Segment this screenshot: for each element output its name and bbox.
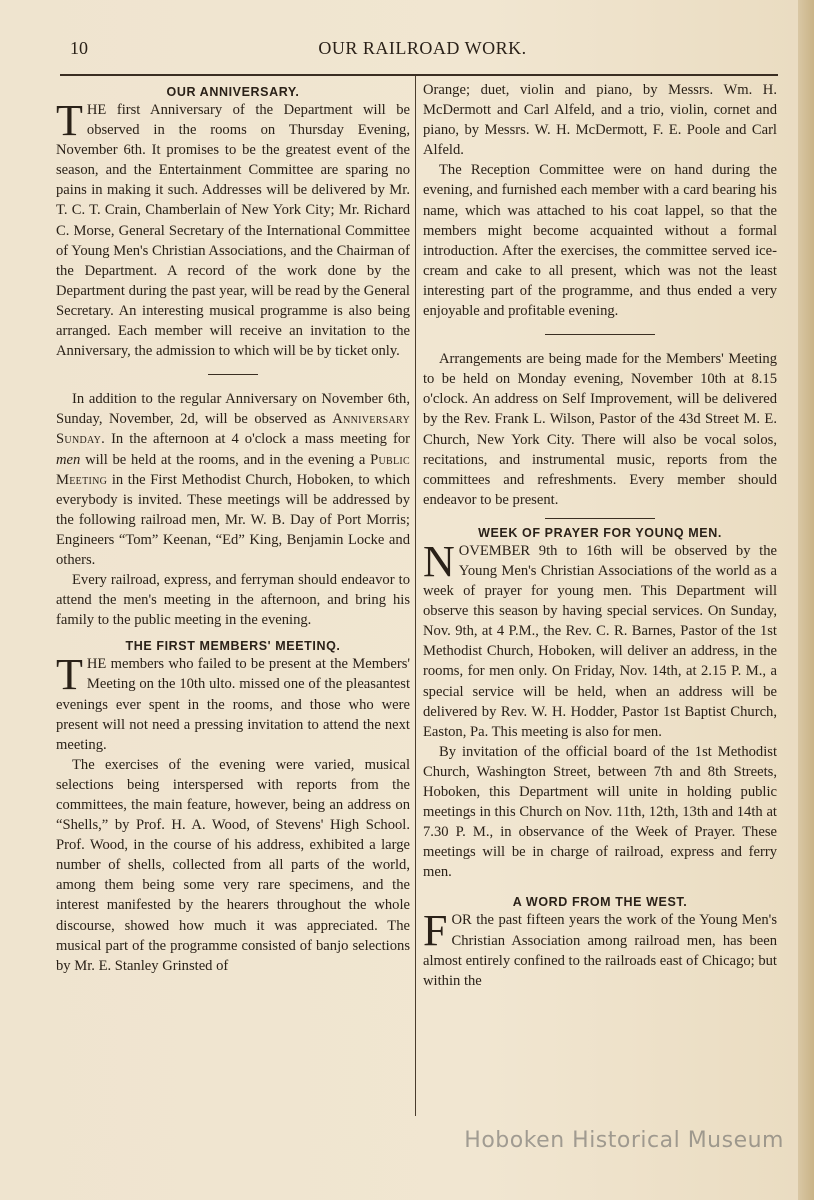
running-head: OUR RAILROAD WORK.	[318, 38, 527, 58]
left-column	[56, 80, 410, 976]
page-number: 10	[70, 38, 88, 58]
continued-paragraph: Orange; duet, violin and piano, by Messrs. Wm. H. McDermott and Carl Alfeld, and a trio, violin, cornet and piano, by Messrs. W. H. McDermott, F. E. Poole and Carl Alfeld.	[423, 82, 777, 159]
column-divider	[415, 76, 416, 1116]
anniversary-sunday-paragraph: In addition to the regular Anniversary on November 6th, Sunday, November, 2d, will be observed as Anniversary Sunday. In the afternoon at 4 o'clock a mass meeting for men will be held at the rooms, and in the evening a Public Meeting in the First Methodist Church, Hoboken, to which everybody is invited. These meetings will be addressed by the following railroad men, Mr. W. B. Day of Port Morris; Engineers “Tom” Keenan, “Ed” King, Benjamin Locke and others.	[56, 391, 411, 568]
anniversary-heading: OUR ANNIVERSARY.	[166, 85, 300, 99]
drop-cap: T	[56, 96, 83, 145]
arrangements-paragraph: Arrangements are being made for the Members' Meeting to be held on Monday evening, November 10th at 8.15 o'clock. An address on Self Improvement, will be delivered by the Rev. Frank L. Wilson, Pastor of the 43d Street M. E. Church, New York City. There will also be vocal solos, recitations, and instrumental music, reports from the committees and refreshments. Every member should endeavor to be present.	[423, 351, 777, 508]
drop-cap: F	[423, 906, 448, 956]
anniversary-paragraph: THE first Anniversary of the Department will be observed in the rooms on Thursday Evening, November 6th. It promises to be the greatest event of the season, and the Entertainment Committee are sparing no pains in making it such. Addresses will be delivered by Mr. T. C. T. Crain, Chamberlain of New York City; Mr. Richard C. Morse, General Secretary of the International Committee of Young Men's Christian Associations, and the Chairman of the Department. A record of the work done by the Department during the past year, will be read by the General Secretary. An interesting musical programme is also being arranged. Each member will receive an invitation to the Anniversary, the admission to which will be by ticket only.	[56, 96, 410, 360]
invitation-paragraph: By invitation of the official board of the 1st Methodist Church, Washington Street, between 7th and 8th Streets, Hoboken, this Department will unite in holding public meetings in this Church on Nov. 11th, 12th, 13th and 14th at 7.30 P. M., in observance of the Week of Prayer. These meetings will be in charge of railroad, express and ferry men.	[423, 743, 777, 881]
week-of-prayer-heading: WEEK OF PRAYER FOR YOUNQ MEN.	[478, 525, 722, 540]
separator	[545, 518, 655, 519]
every-railroad-paragraph: Every railroad, express, and ferryman should endeavor to attend the men's meeting in the afternoon, and bring his family to the public meeting in the evening.	[56, 572, 410, 629]
members-meeting-paragraph: THE members who failed to be present at the Members' Meeting on the 10th ulto. missed one of the pleasantest evenings ever spent in the rooms, and those who were present will not need a pressing invitation to attend the next meeting.	[56, 650, 410, 753]
word-from-west-paragraph: FOR the past fifteen years the work of the Young Men's Christian Association among railroad men, has been almost entirely confined to the railroads east of Chicago; but within the	[423, 906, 777, 989]
museum-watermark: Hoboken Historical Museum	[464, 1128, 784, 1153]
exercises-paragraph: The exercises of the evening were varied, musical selections being interspersed with reports from the committees, the main feature, however, being an address on “Shells,” by Prof. H. A. Wood, of Stevens' High School. Prof. Wood, in the course of his address, exhibited a large number of shells, collected from all parts of the world, among them being some very rare specimens, and the interest manifested by the hearers throughout the whole discourse, showed how much it was appreciated. The musical part of the programme consisted of banjo selections by Mr. E. Stanley Grinsted of	[56, 756, 410, 974]
page-header	[70, 38, 775, 62]
members-meeting-heading: THE FIRST MEMBERS' MEETINQ.	[125, 639, 341, 654]
separator	[545, 334, 655, 335]
page-edge	[798, 0, 814, 1200]
separator	[208, 374, 258, 375]
drop-cap: N	[423, 536, 455, 586]
word-from-west-heading: A WORD FROM THE WEST.	[512, 895, 688, 910]
right-column	[423, 80, 777, 991]
header-rule	[60, 74, 778, 76]
week-of-prayer-paragraph: NOVEMBER 9th to 16th will be observed by the Young Men's Christian Associations of the world as a week of prayer for young men. This Department will observe this season by having special services. On Sunday, Nov. 9th, at 4 P.M., the Rev. C. R. Barnes, Pastor of the 1st Methodist Church, Hoboken, will deliver an address, in the rooms, for men only. On Friday, Nov. 14th, at 2.15 P. M., a special service will be held, when an address will be delivered by Rev. W. H. Hodder, Pastor 1st Baptist Church, Easton, Pa. This meeting is also for men.	[423, 536, 777, 740]
reception-paragraph: The Reception Committee were on hand during the evening, and furnished each member with a card bearing his name, which was attached to his coat lappel, so that the members might become acquainted without a formal introduction. After the exercises, the committee served ice-cream and cake to all present, which was not the least interesting part of the programme, and thus ended a very enjoyable and profitable evening.	[423, 162, 777, 320]
drop-cap: T	[56, 650, 83, 700]
